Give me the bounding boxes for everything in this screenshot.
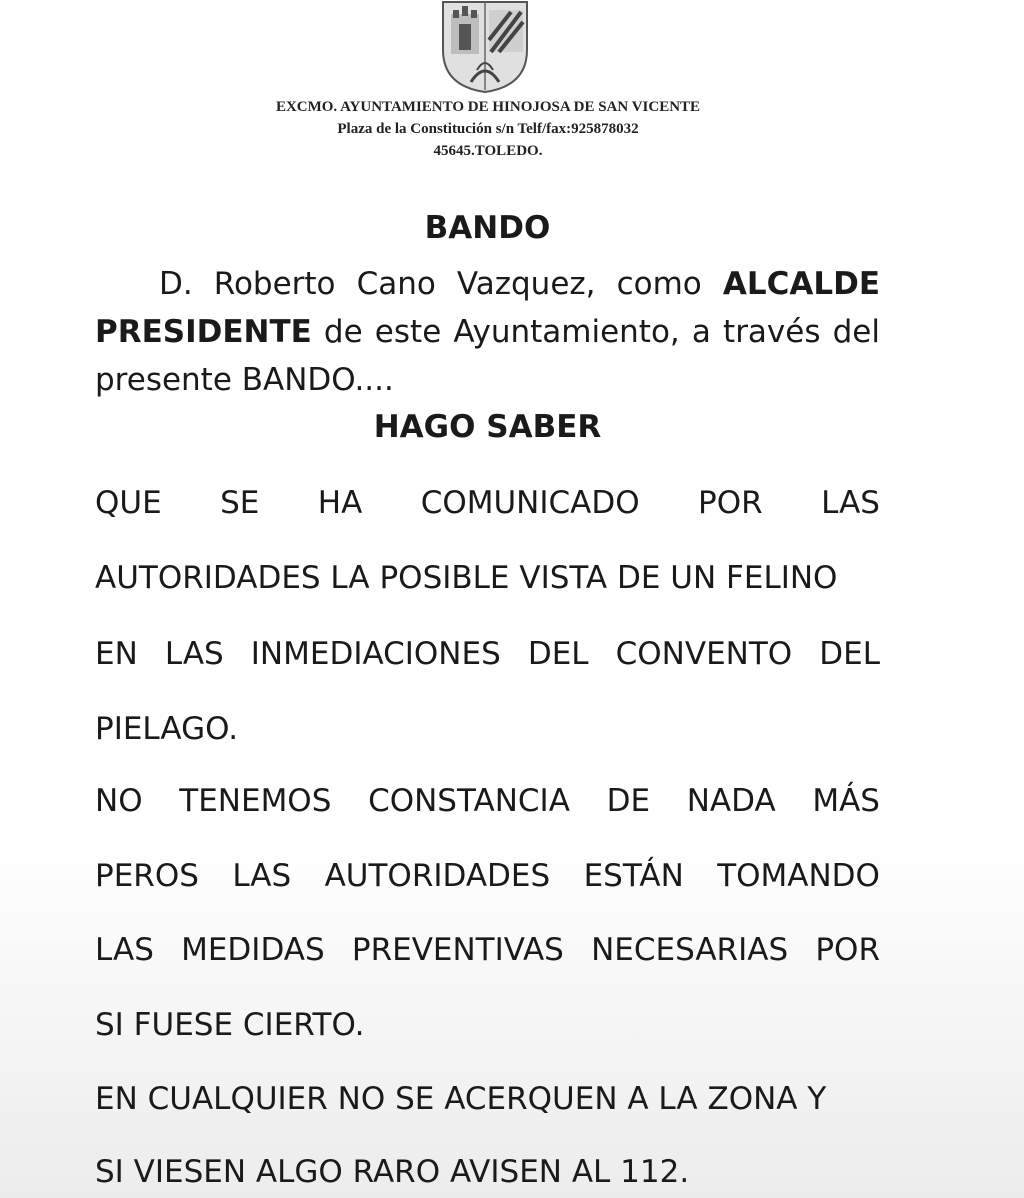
header-address: Plaza de la Constitución s/n Telf/fax:925878032 <box>337 121 639 137</box>
body-word: INMEDIACIONES <box>250 636 501 672</box>
body-word: SI FUESE CIERTO. <box>95 1007 365 1043</box>
body-word: NADA <box>686 783 776 819</box>
body-word: LAS <box>164 636 224 672</box>
body-word: HA <box>317 485 363 521</box>
body-word: PIELAGO. <box>95 711 239 747</box>
body-word: SE <box>220 485 260 521</box>
body-line <box>95 633 880 675</box>
body-word: LAS <box>821 485 880 521</box>
coat-of-arms-icon <box>441 0 529 94</box>
body-word: EN <box>95 636 138 672</box>
body-word: DE <box>606 783 651 819</box>
intro-text-2: de este Ayuntamiento, a través del presente BANDO.... <box>95 314 880 398</box>
body-word: NECESARIAS <box>591 932 789 968</box>
body-word: MÁS <box>812 783 880 819</box>
body-word: TOMANDO <box>717 858 880 894</box>
intro-text-1: D. Roberto Cano Vazquez, como <box>159 266 723 302</box>
body-word: EN CUALQUIER NO SE ACERQUEN A LA ZONA Y <box>95 1081 827 1117</box>
body-line <box>95 1078 880 1120</box>
body-line <box>95 1004 880 1046</box>
body-line <box>95 708 880 750</box>
body-word: CONVENTO <box>615 636 793 672</box>
body-word: LAS <box>232 858 292 894</box>
body-line <box>95 855 880 897</box>
body-word: NO <box>95 783 143 819</box>
body-word: PEROS <box>95 858 199 894</box>
body-word: LAS <box>95 932 154 968</box>
body-word: DEL <box>819 636 880 672</box>
body-line <box>95 929 880 971</box>
body-word: MEDIDAS <box>181 932 325 968</box>
body-line <box>95 557 880 599</box>
body-word: AUTORIDADES <box>324 858 551 894</box>
body-line <box>95 482 880 524</box>
body-word: AUTORIDADES LA POSIBLE VISTA DE UN FELINO <box>95 560 838 596</box>
intro-bold-title: ALCALDE PRESIDENTE <box>95 266 880 350</box>
body-word: TENEMOS <box>179 783 332 819</box>
body-word: COMUNICADO <box>420 485 640 521</box>
body-line <box>95 1151 880 1193</box>
intro-paragraph <box>95 260 880 404</box>
body-word: QUE <box>95 485 162 521</box>
body-word: ESTÁN <box>583 858 684 894</box>
body-word: DEL <box>527 636 589 672</box>
body-word: POR <box>698 485 763 521</box>
header-postcode: 45645.TOLEDO. <box>433 143 543 159</box>
body-word: SI VIESEN ALGO RARO AVISEN AL 112. <box>95 1154 690 1190</box>
document-title: BANDO <box>424 210 551 246</box>
body-word: PREVENTIVAS <box>351 932 564 968</box>
body-word: POR <box>815 932 880 968</box>
header-municipality: EXCMO. AYUNTAMIENTO DE HINOJOSA DE SAN VICENTE <box>275 99 701 115</box>
body-word: CONSTANCIA <box>368 783 570 819</box>
body-line <box>95 780 880 822</box>
subtitle: HAGO SABER <box>373 409 602 445</box>
